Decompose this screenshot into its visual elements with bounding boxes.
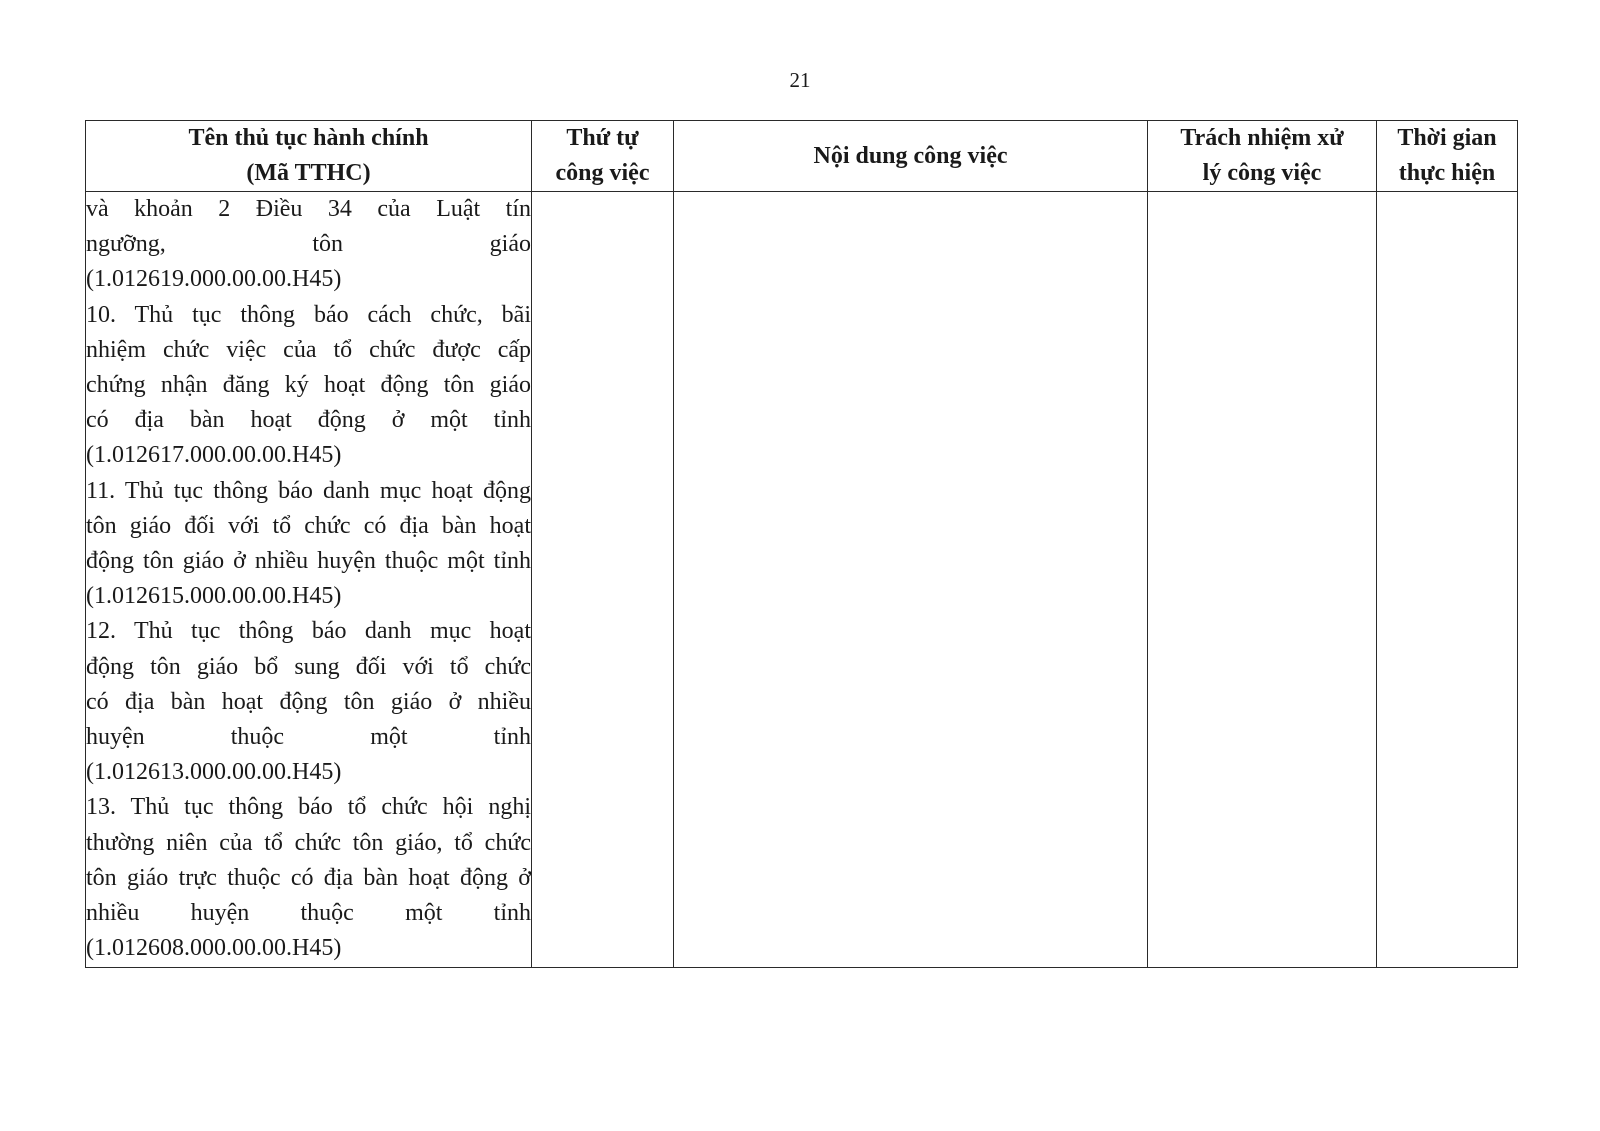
header-responsibility [1148, 121, 1377, 192]
header-work-content [674, 121, 1148, 192]
procedure-code: (1.012615.000.00.00.H45) [86, 583, 342, 610]
header-duration [1377, 121, 1518, 192]
procedure-line: động tôn giáo bổ sung đối với tổ chức [86, 653, 531, 680]
procedure-line: nhiệm chức việc của tổ chức được cấp [86, 336, 531, 363]
procedure-line: động tôn giáo ở nhiều huyện thuộc một tỉnh [86, 548, 531, 575]
header-procedure-name-line-1: Tên thủ tục hành chính [188, 125, 429, 151]
header-work-order-line-2: công việc [555, 160, 650, 186]
procedure-list [86, 192, 531, 966]
procedure-line: thường niên của tổ chức tôn giáo, tổ chức [86, 829, 531, 856]
duration-cell [1377, 192, 1518, 968]
header-responsibility-line-2: lý công việc [1202, 160, 1322, 186]
header-procedure-name-line-2: (Mã TTHC) [246, 160, 371, 186]
responsibility-cell [1148, 192, 1377, 968]
procedure-code: (1.012608.000.00.00.H45) [86, 935, 342, 962]
header-duration-line-2: thực hiện [1398, 160, 1496, 186]
procedures-table [85, 120, 1518, 968]
procedure-name-cell [86, 192, 532, 968]
work-order-cell [532, 192, 674, 968]
procedure-line: có địa bàn hoạt động ở một tỉnh [86, 407, 531, 434]
procedure-line: tôn giáo đối với tổ chức có địa bàn hoạt [86, 512, 531, 539]
header-procedure-name [86, 121, 532, 192]
procedure-line: chứng nhận đăng ký hoạt động tôn giáo [86, 372, 531, 399]
procedure-line: nhiều huyện thuộc một tỉnh [86, 900, 531, 927]
procedure-code: (1.012617.000.00.00.H45) [86, 442, 342, 469]
procedure-line: 11. Thủ tục thông báo danh mục hoạt động [86, 477, 531, 504]
table-row [86, 192, 1518, 968]
procedure-line: 12. Thủ tục thông báo danh mục hoạt [86, 618, 531, 645]
header-work-content-line-1: Nội dung công việc [813, 142, 1008, 169]
header-responsibility-line-1: Trách nhiệm xử [1180, 125, 1344, 151]
procedure-code: (1.012619.000.00.00.H45) [86, 266, 342, 293]
procedure-code: (1.012613.000.00.00.H45) [86, 759, 342, 786]
procedure-line: 10. Thủ tục thông báo cách chức, bãi [86, 301, 531, 328]
work-content-cell [674, 192, 1148, 968]
procedure-line: có địa bàn hoạt động tôn giáo ở nhiều [86, 688, 531, 715]
procedure-line: huyện thuộc một tỉnh [86, 724, 531, 751]
header-duration-line-1: Thời gian [1397, 125, 1497, 151]
procedure-line: tôn giáo trực thuộc có địa bàn hoạt động ở [86, 864, 531, 891]
page-number: 21 [789, 68, 811, 92]
procedure-line: 13. Thủ tục thông báo tổ chức hội nghị [86, 794, 531, 821]
procedure-line: ngưỡng, tôn giáo [86, 231, 531, 258]
header-work-order [532, 121, 674, 192]
procedure-line: và khoản 2 Điều 34 của Luật tín [86, 196, 531, 222]
table-header-row [86, 121, 1518, 192]
header-work-order-line-1: Thứ tự [566, 125, 639, 151]
